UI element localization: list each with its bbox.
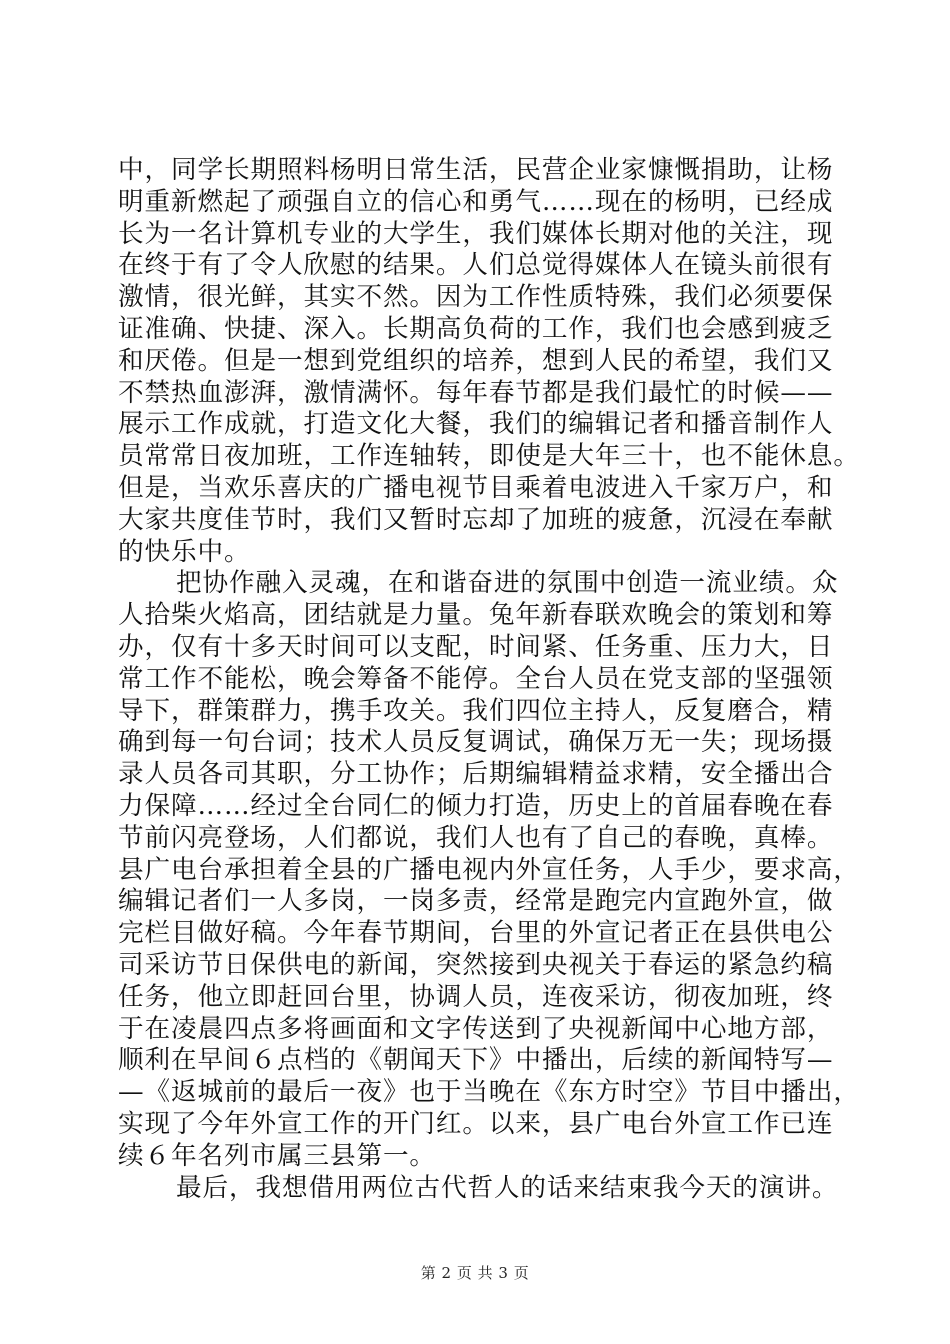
text-line: 于在凌晨四点多将画面和文字传送到了央视新闻中心地方部， [118, 1013, 834, 1044]
text-line: 常工作不能松，晚会筹备不能停。全台人员在党支部的坚强领 [118, 663, 834, 694]
text-line: 顺利在早间６点档的《朝闻天下》中播出，后续的新闻特写— [118, 1045, 834, 1076]
text-line: 导下，群策群力，携手攻关。我们四位主持人，反复磨合，精 [118, 695, 834, 726]
text-line: 但是，当欢乐喜庆的广播电视节目乘着电波进入千家万户，和 [118, 472, 834, 503]
text-line: 展示工作成就，打造文化大餐，我们的编辑记者和播音制作人 [118, 409, 834, 440]
text-line: 把协作融入灵魂，在和谐奋进的氛围中创造一流业绩。众 [176, 568, 839, 599]
text-line: 确到每一句台词；技术人员反复调试，确保万无一失；现场摄 [118, 727, 834, 758]
text-line: 不禁热血澎湃，激情满怀。每年春节都是我们最忙的时候—— [118, 377, 834, 408]
text-line: 激情，很光鲜，其实不然。因为工作性质特殊，我们必须要保 [118, 282, 834, 313]
text-line: 员常常日夜加班，工作连轴转，即使是大年三十，也不能休息。 [118, 441, 860, 472]
text-line: 实现了今年外宣工作的开门红。以来，县广电台外宣工作已连 [118, 1108, 834, 1139]
text-line: 和厌倦。但是一想到党组织的培养，想到人民的希望，我们又 [118, 345, 834, 376]
text-line: 编辑记者们一人多岗，一岗多责，经常是跑完内宣跑外宣，做 [118, 886, 834, 917]
text-line: 录人员各司其职，分工协作；后期编辑精益求精，安全播出合 [118, 759, 834, 790]
text-line: 大家共度佳节时，我们又暂时忘却了加班的疲惫，沉浸在奉献 [118, 504, 834, 535]
document-body [118, 155, 860, 1204]
text-line: 司采访节日保供电的新闻，突然接到央视关于春运的紧急约稿 [118, 949, 834, 980]
text-line: 长为一名计算机专业的大学生，我们媒体长期对他的关注，现 [118, 218, 834, 249]
text-line: 的快乐中。 [118, 536, 251, 567]
text-line: 人拾柴火焰高，团结就是力量。兔年新春联欢晚会的策划和筹 [118, 600, 834, 631]
text-line: 节前闪亮登场，人们都说，我们人也有了自己的春晚，真棒。 [118, 822, 834, 853]
text-line: 续６年名列市属三县第一。 [118, 1140, 436, 1171]
text-line: —《返城前的最后一夜》也于当晚在《东方时空》节目中播出， [118, 1077, 860, 1108]
text-line: 在终于有了令人欣慰的结果。人们总觉得媒体人在镜头前很有 [118, 250, 834, 281]
text-line: 力保障……经过全台同仁的倾力打造，历史上的首届春晚在春 [118, 790, 834, 821]
text-line: 县广电台承担着全县的广播电视内外宣任务，人手少，要求高， [118, 854, 860, 885]
text-line: 任务，他立即赶回台里，协调人员，连夜采访，彻夜加班，终 [118, 981, 834, 1012]
page-footer: 第 2 页 共 3 页 [420, 1264, 530, 1282]
text-line: 中，同学长期照料杨明日常生活，民营企业家慷慨捐助，让杨 [118, 155, 834, 185]
text-line: 完栏目做好稿。今年春节期间，台里的外宣记者正在县供电公 [118, 918, 834, 949]
text-line: 明重新燃起了顽强自立的信心和勇气……现在的杨明，已经成 [118, 186, 834, 217]
text-line: 证准确、快捷、深入。长期高负荷的工作，我们也会感到疲乏 [118, 313, 834, 344]
text-line: 办，仅有十多天时间可以支配，时间紧、任务重、压力大，日 [118, 631, 834, 662]
text-line: 最后，我想借用两位古代哲人的话来结束我今天的演讲。 [176, 1172, 839, 1203]
